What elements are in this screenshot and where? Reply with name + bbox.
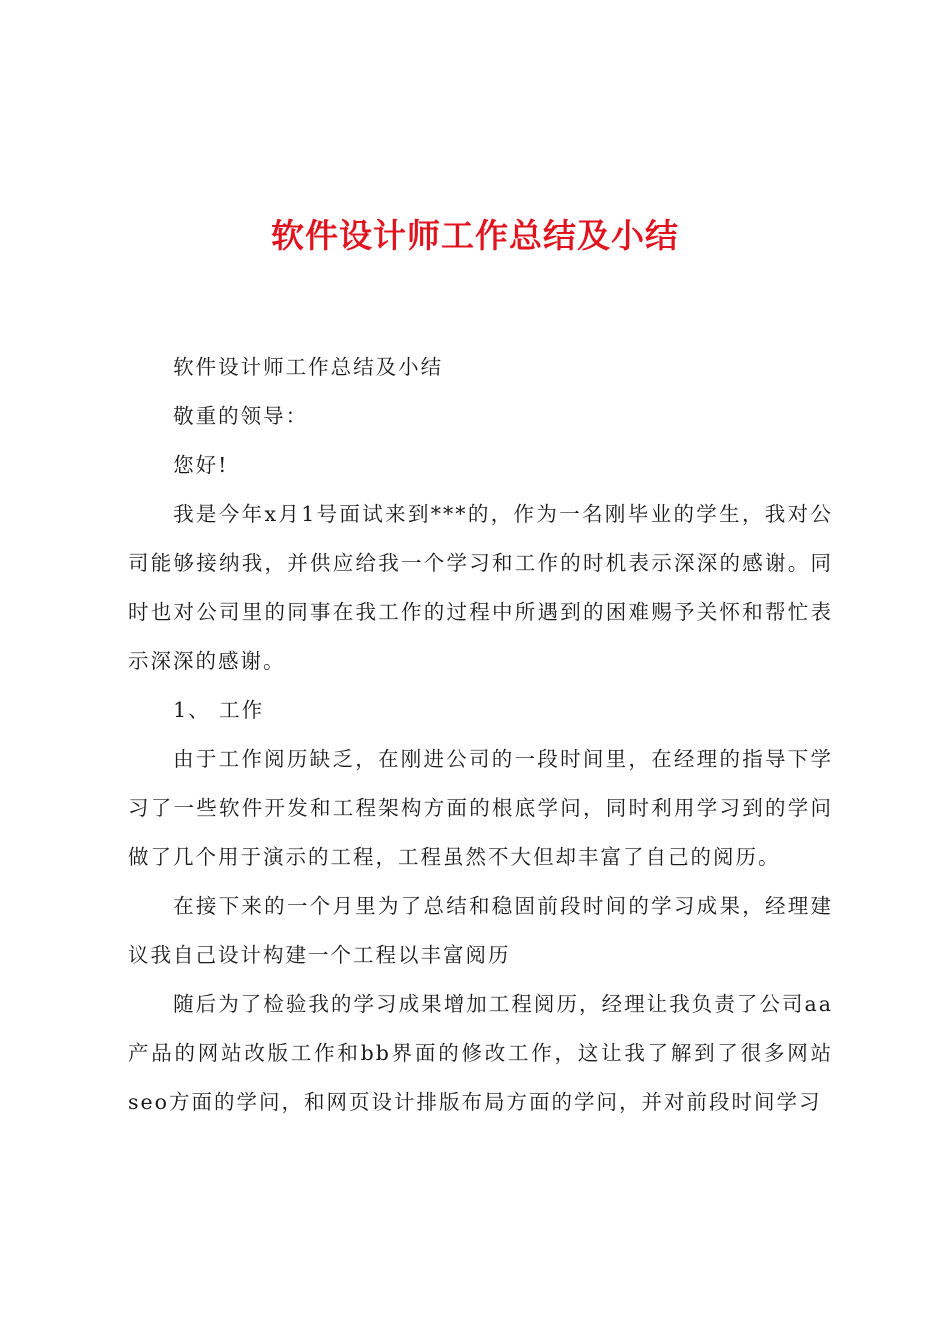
paragraph-work-1: 由于工作阅历缺乏，在刚进公司的一段时间里，在经理的指导下学习了一些软件开发和工程架构方面的根底学问，同时利用学习到的学问做了几个用于演示的工程，工程虽然不大但却丰富了自己的阅历。: [128, 747, 833, 869]
section-heading-work: 1、 工作: [173, 698, 265, 722]
paragraph-salutation: 敬重的领导：: [173, 404, 309, 428]
paragraph-intro: 我是今年x月1号面试来到***的，作为一名刚毕业的学生，我对公司能够接纳我，并供应给我一个学习和工作的时机表示深深的感谢。同时也对公司里的同事在我工作的过程中所遇到的困难赐予关怀和帮忙表示深深的感谢。: [128, 502, 833, 673]
document-title: 软件设计师工作总结及小结: [271, 216, 679, 255]
paragraph-work-2: 在接下来的一个月里为了总结和稳固前段时间的学习成果，经理建议我自己设计构建一个工程以丰富阅历: [128, 894, 833, 967]
paragraph-subtitle: 软件设计师工作总结及小结: [173, 355, 444, 379]
document-body: [128, 343, 833, 1127]
paragraph-greeting: 您好!: [173, 453, 229, 477]
paragraph-work-3: 随后为了检验我的学习成果增加工程阅历，经理让我负责了公司aa产品的网站改版工作和bb界面的修改工作，这让我了解到了很多网站seo方面的学问，和网页设计排版布局方面的学问，并对前段时间学习: [128, 992, 833, 1114]
